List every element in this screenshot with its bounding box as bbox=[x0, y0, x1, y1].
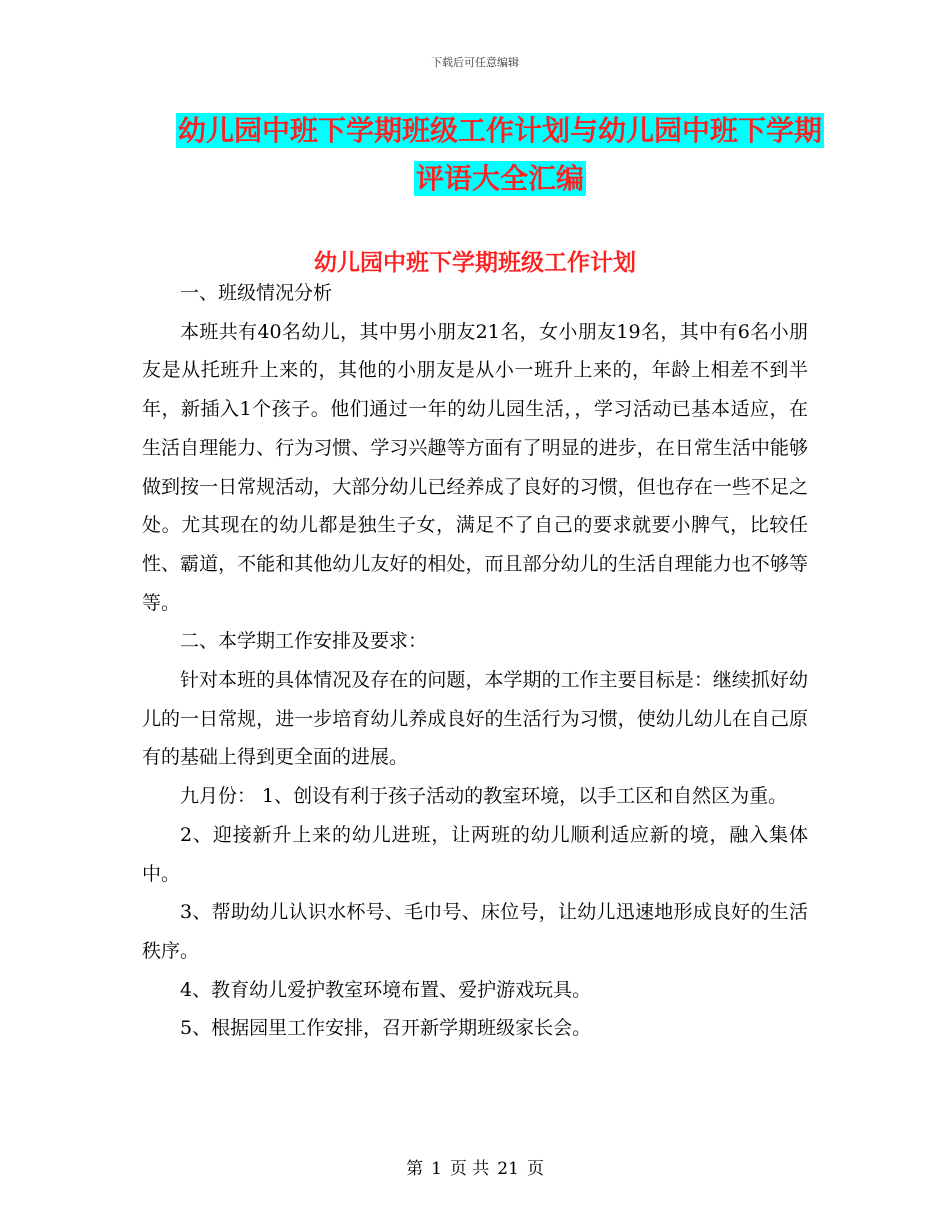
main-title-text: 幼儿园中班下学期班级工作计划与幼儿园中班下学期评语大全汇编 bbox=[177, 114, 822, 195]
footer-prefix: 第 bbox=[406, 1159, 424, 1179]
paragraph-8: 4、教育幼儿爱护教室环境布置、爱护游戏玩具。 bbox=[180, 978, 592, 1001]
section-title: 幼儿园中班下学期班级工作计划 bbox=[314, 250, 636, 276]
paragraph-2: 本班共有40名幼儿，其中男小朋友21名，女小朋友19名，其中有6名小朋友是从托班升上来的，其他的小朋友是从小一班升上来的，年龄上相差不到半年，新插入1个孩子。他们通过一年的幼儿园生活，，学习活动已基本适应，在生活自理能力、行为习惯、学习兴趣等方面有了明显的进步，在日常生活中能够做到按一日常规活动，大部分幼儿已经养成了良好的习惯，但也存在一些不足之处。尤其现在的幼儿都是独生子女，满足不了自己的要求就要小脾气，比较任性、霸道，不能和其他幼儿友好的相处，而且部分幼儿的生活自理能力也不够等等。 bbox=[142, 320, 808, 614]
paragraph-5: 九月份： 1、创设有利于孩子活动的教室环境，以手工区和自然区为重。 bbox=[180, 785, 788, 808]
paragraph-3: 二、本学期工作安排及要求： bbox=[180, 630, 428, 653]
footer-page-number: 1 bbox=[431, 1159, 442, 1179]
paragraph-9: 5、根据园里工作安排，召开新学期班级家长会。 bbox=[180, 1017, 592, 1040]
footer-mid: 页 共 bbox=[449, 1159, 490, 1179]
footer-total-pages: 21 bbox=[497, 1159, 519, 1179]
paragraph-6: 2、迎接新升上来的幼儿进班，让两班的幼儿顺利适应新的境，融入集体中。 bbox=[142, 823, 808, 885]
paragraph-4: 针对本班的具体情况及存在的问题，本学期的工作主要目标是：继续抓好幼儿的一日常规，进一步培育幼儿养成良好的生活行为习惯，使幼儿幼儿在自己原有的基础上得到更全面的进展。 bbox=[142, 669, 808, 769]
document-body bbox=[142, 274, 808, 1048]
page-footer bbox=[0, 1154, 950, 1179]
header-note: 下载后可任意编辑 bbox=[431, 56, 519, 69]
paragraph-7: 3、帮助幼儿认识水杯号、毛巾号、床位号，让幼儿迅速地形成良好的生活秩序。 bbox=[142, 901, 808, 962]
footer-suffix: 页 bbox=[526, 1159, 544, 1179]
main-title bbox=[170, 107, 830, 203]
paragraph-1: 一、班级情况分析 bbox=[180, 282, 333, 304]
